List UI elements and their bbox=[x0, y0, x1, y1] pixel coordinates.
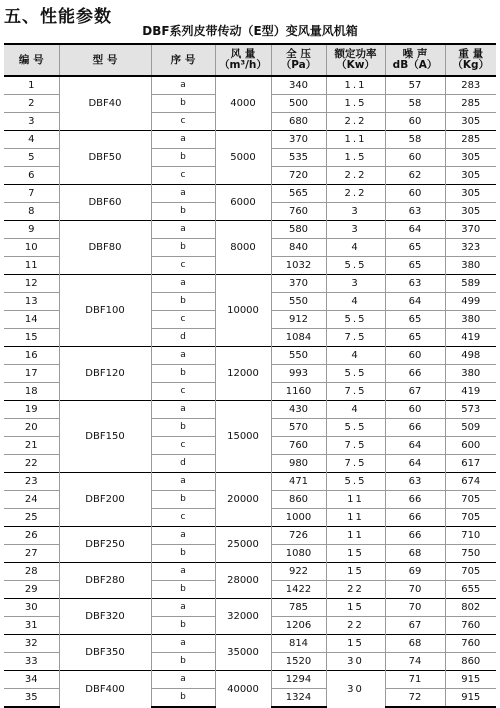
cell-seq: a bbox=[151, 671, 215, 689]
cell-air-volume: 40000 bbox=[215, 671, 271, 708]
cell-pressure: 565 bbox=[271, 185, 326, 203]
table-row bbox=[4, 563, 496, 581]
cell-pressure: 430 bbox=[271, 401, 326, 419]
cell-no: 23 bbox=[4, 473, 59, 491]
table-row bbox=[4, 635, 496, 653]
cell-power: 5.5 bbox=[326, 473, 385, 491]
cell-seq: b bbox=[151, 491, 215, 509]
cell-weight: 283 bbox=[445, 76, 496, 95]
cell-power: 7.5 bbox=[326, 455, 385, 473]
cell-model: DBF320 bbox=[59, 599, 151, 635]
table-row bbox=[4, 347, 496, 365]
cell-pressure: 1294 bbox=[271, 671, 326, 689]
cell-seq: b bbox=[151, 365, 215, 383]
cell-noise: 67 bbox=[385, 383, 445, 401]
cell-no: 8 bbox=[4, 203, 59, 221]
cell-pressure: 550 bbox=[271, 347, 326, 365]
cell-noise: 66 bbox=[385, 527, 445, 545]
cell-pressure: 471 bbox=[271, 473, 326, 491]
cell-pressure: 785 bbox=[271, 599, 326, 617]
cell-power: 30 bbox=[326, 671, 385, 708]
cell-air-volume: 32000 bbox=[215, 599, 271, 635]
cell-seq: a bbox=[151, 473, 215, 491]
cell-no: 17 bbox=[4, 365, 59, 383]
cell-no: 14 bbox=[4, 311, 59, 329]
cell-noise: 64 bbox=[385, 437, 445, 455]
cell-noise: 57 bbox=[385, 76, 445, 95]
cell-noise: 64 bbox=[385, 293, 445, 311]
cell-model: DBF400 bbox=[59, 671, 151, 708]
cell-pressure: 760 bbox=[271, 203, 326, 221]
cell-noise: 58 bbox=[385, 95, 445, 113]
cell-weight: 573 bbox=[445, 401, 496, 419]
cell-noise: 60 bbox=[385, 149, 445, 167]
header-air-volume: 风 量 （m³/h） bbox=[215, 44, 271, 76]
cell-noise: 64 bbox=[385, 455, 445, 473]
cell-pressure: 760 bbox=[271, 437, 326, 455]
cell-seq: a bbox=[151, 599, 215, 617]
cell-seq: b bbox=[151, 203, 215, 221]
cell-no: 34 bbox=[4, 671, 59, 689]
cell-no: 26 bbox=[4, 527, 59, 545]
cell-no: 27 bbox=[4, 545, 59, 563]
cell-power: 7.5 bbox=[326, 383, 385, 401]
cell-no: 18 bbox=[4, 383, 59, 401]
header-pressure: 全 压 （Pa） bbox=[271, 44, 326, 76]
cell-seq: b bbox=[151, 581, 215, 599]
cell-no: 15 bbox=[4, 329, 59, 347]
cell-no: 13 bbox=[4, 293, 59, 311]
cell-weight: 705 bbox=[445, 491, 496, 509]
cell-weight: 710 bbox=[445, 527, 496, 545]
cell-power: 15 bbox=[326, 635, 385, 653]
table-row bbox=[4, 671, 496, 689]
cell-seq: c bbox=[151, 113, 215, 131]
cell-no: 25 bbox=[4, 509, 59, 527]
cell-no: 1 bbox=[4, 76, 59, 95]
cell-noise: 63 bbox=[385, 473, 445, 491]
cell-power: 1.1 bbox=[326, 131, 385, 149]
cell-noise: 69 bbox=[385, 563, 445, 581]
cell-model: DBF50 bbox=[59, 131, 151, 185]
cell-seq: b bbox=[151, 689, 215, 708]
cell-noise: 66 bbox=[385, 419, 445, 437]
table-row bbox=[4, 221, 496, 239]
cell-power: 30 bbox=[326, 653, 385, 671]
cell-air-volume: 5000 bbox=[215, 131, 271, 185]
cell-model: DBF200 bbox=[59, 473, 151, 527]
cell-noise: 67 bbox=[385, 617, 445, 635]
cell-power: 5.5 bbox=[326, 365, 385, 383]
cell-noise: 68 bbox=[385, 545, 445, 563]
cell-power: 5.5 bbox=[326, 257, 385, 275]
header-no: 编 号 bbox=[4, 44, 59, 76]
cell-noise: 60 bbox=[385, 185, 445, 203]
cell-seq: a bbox=[151, 635, 215, 653]
cell-power: 15 bbox=[326, 545, 385, 563]
cell-weight: 305 bbox=[445, 203, 496, 221]
header-model: 型 号 bbox=[59, 44, 151, 76]
cell-pressure: 680 bbox=[271, 113, 326, 131]
cell-noise: 74 bbox=[385, 653, 445, 671]
cell-pressure: 570 bbox=[271, 419, 326, 437]
cell-pressure: 580 bbox=[271, 221, 326, 239]
cell-air-volume: 8000 bbox=[215, 221, 271, 275]
cell-pressure: 1324 bbox=[271, 689, 326, 708]
cell-weight: 655 bbox=[445, 581, 496, 599]
cell-seq: c bbox=[151, 383, 215, 401]
cell-pressure: 980 bbox=[271, 455, 326, 473]
cell-seq: a bbox=[151, 185, 215, 203]
cell-noise: 66 bbox=[385, 491, 445, 509]
cell-weight: 509 bbox=[445, 419, 496, 437]
header-noise: 噪 声 dB（A） bbox=[385, 44, 445, 76]
section-heading: 五、性能参数 bbox=[4, 7, 112, 27]
cell-seq: b bbox=[151, 239, 215, 257]
cell-seq: a bbox=[151, 131, 215, 149]
table-title: DBF系列皮带传动（E型）变风量风机箱 bbox=[142, 24, 358, 38]
cell-seq: d bbox=[151, 455, 215, 473]
cell-model: DBF280 bbox=[59, 563, 151, 599]
cell-no: 22 bbox=[4, 455, 59, 473]
cell-pressure: 1422 bbox=[271, 581, 326, 599]
cell-no: 29 bbox=[4, 581, 59, 599]
cell-pressure: 1160 bbox=[271, 383, 326, 401]
cell-weight: 380 bbox=[445, 257, 496, 275]
cell-no: 20 bbox=[4, 419, 59, 437]
cell-no: 31 bbox=[4, 617, 59, 635]
cell-seq: c bbox=[151, 311, 215, 329]
cell-no: 24 bbox=[4, 491, 59, 509]
cell-power: 4 bbox=[326, 401, 385, 419]
cell-seq: b bbox=[151, 149, 215, 167]
cell-noise: 62 bbox=[385, 167, 445, 185]
cell-pressure: 814 bbox=[271, 635, 326, 653]
cell-weight: 419 bbox=[445, 329, 496, 347]
cell-weight: 802 bbox=[445, 599, 496, 617]
cell-pressure: 370 bbox=[271, 131, 326, 149]
table-row bbox=[4, 401, 496, 419]
cell-seq: a bbox=[151, 563, 215, 581]
cell-power: 2.2 bbox=[326, 167, 385, 185]
cell-power: 2.2 bbox=[326, 113, 385, 131]
cell-noise: 66 bbox=[385, 509, 445, 527]
cell-weight: 760 bbox=[445, 617, 496, 635]
cell-seq: d bbox=[151, 329, 215, 347]
cell-pressure: 840 bbox=[271, 239, 326, 257]
cell-power: 22 bbox=[326, 617, 385, 635]
cell-no: 9 bbox=[4, 221, 59, 239]
cell-model: DBF250 bbox=[59, 527, 151, 563]
cell-no: 35 bbox=[4, 689, 59, 708]
cell-noise: 72 bbox=[385, 689, 445, 708]
cell-no: 12 bbox=[4, 275, 59, 293]
header-row bbox=[4, 44, 496, 76]
cell-weight: 285 bbox=[445, 131, 496, 149]
cell-weight: 380 bbox=[445, 365, 496, 383]
cell-weight: 674 bbox=[445, 473, 496, 491]
header-seq: 序 号 bbox=[151, 44, 215, 76]
cell-power: 4 bbox=[326, 347, 385, 365]
cell-power: 11 bbox=[326, 527, 385, 545]
cell-pressure: 1520 bbox=[271, 653, 326, 671]
cell-seq: b bbox=[151, 419, 215, 437]
cell-power: 4 bbox=[326, 239, 385, 257]
cell-no: 7 bbox=[4, 185, 59, 203]
cell-air-volume: 15000 bbox=[215, 401, 271, 473]
cell-air-volume: 4000 bbox=[215, 76, 271, 131]
cell-seq: c bbox=[151, 437, 215, 455]
cell-weight: 305 bbox=[445, 113, 496, 131]
cell-no: 32 bbox=[4, 635, 59, 653]
cell-pressure: 370 bbox=[271, 275, 326, 293]
cell-pressure: 860 bbox=[271, 491, 326, 509]
cell-pressure: 550 bbox=[271, 293, 326, 311]
cell-seq: b bbox=[151, 545, 215, 563]
cell-pressure: 1084 bbox=[271, 329, 326, 347]
cell-noise: 70 bbox=[385, 599, 445, 617]
cell-air-volume: 6000 bbox=[215, 185, 271, 221]
cell-no: 28 bbox=[4, 563, 59, 581]
table-row bbox=[4, 599, 496, 617]
cell-seq: a bbox=[151, 347, 215, 365]
cell-noise: 65 bbox=[385, 257, 445, 275]
cell-seq: a bbox=[151, 401, 215, 419]
cell-seq: c bbox=[151, 257, 215, 275]
cell-pressure: 1032 bbox=[271, 257, 326, 275]
cell-power: 7.5 bbox=[326, 437, 385, 455]
table-body bbox=[4, 76, 496, 707]
cell-no: 21 bbox=[4, 437, 59, 455]
table-row bbox=[4, 76, 496, 95]
cell-weight: 915 bbox=[445, 671, 496, 689]
cell-model: DBF100 bbox=[59, 275, 151, 347]
table-row bbox=[4, 473, 496, 491]
cell-power: 4 bbox=[326, 293, 385, 311]
cell-power: 5.5 bbox=[326, 419, 385, 437]
cell-power: 11 bbox=[326, 491, 385, 509]
cell-seq: a bbox=[151, 76, 215, 95]
cell-weight: 600 bbox=[445, 437, 496, 455]
cell-pressure: 1206 bbox=[271, 617, 326, 635]
cell-pressure: 1000 bbox=[271, 509, 326, 527]
cell-model: DBF80 bbox=[59, 221, 151, 275]
cell-noise: 66 bbox=[385, 365, 445, 383]
cell-pressure: 720 bbox=[271, 167, 326, 185]
cell-weight: 419 bbox=[445, 383, 496, 401]
cell-noise: 60 bbox=[385, 401, 445, 419]
cell-no: 2 bbox=[4, 95, 59, 113]
cell-seq: c bbox=[151, 167, 215, 185]
table-row bbox=[4, 131, 496, 149]
cell-no: 16 bbox=[4, 347, 59, 365]
cell-no: 5 bbox=[4, 149, 59, 167]
performance-table bbox=[4, 43, 496, 708]
cell-power: 1.1 bbox=[326, 76, 385, 95]
cell-noise: 65 bbox=[385, 239, 445, 257]
cell-weight: 705 bbox=[445, 509, 496, 527]
cell-model: DBF150 bbox=[59, 401, 151, 473]
cell-weight: 705 bbox=[445, 563, 496, 581]
cell-pressure: 500 bbox=[271, 95, 326, 113]
cell-noise: 65 bbox=[385, 311, 445, 329]
cell-weight: 617 bbox=[445, 455, 496, 473]
cell-pressure: 340 bbox=[271, 76, 326, 95]
cell-weight: 305 bbox=[445, 149, 496, 167]
cell-pressure: 1080 bbox=[271, 545, 326, 563]
cell-model: DBF40 bbox=[59, 76, 151, 131]
cell-air-volume: 25000 bbox=[215, 527, 271, 563]
cell-weight: 498 bbox=[445, 347, 496, 365]
cell-noise: 70 bbox=[385, 581, 445, 599]
cell-weight: 915 bbox=[445, 689, 496, 708]
cell-seq: b bbox=[151, 293, 215, 311]
cell-weight: 285 bbox=[445, 95, 496, 113]
cell-pressure: 726 bbox=[271, 527, 326, 545]
cell-pressure: 912 bbox=[271, 311, 326, 329]
cell-weight: 323 bbox=[445, 239, 496, 257]
cell-pressure: 993 bbox=[271, 365, 326, 383]
table-row bbox=[4, 275, 496, 293]
cell-noise: 63 bbox=[385, 203, 445, 221]
cell-seq: a bbox=[151, 275, 215, 293]
cell-seq: a bbox=[151, 527, 215, 545]
header-weight: 重 量 （Kg） bbox=[445, 44, 496, 76]
header-power: 额定功率 （Kw） bbox=[326, 44, 385, 76]
cell-weight: 589 bbox=[445, 275, 496, 293]
cell-weight: 499 bbox=[445, 293, 496, 311]
cell-model: DBF60 bbox=[59, 185, 151, 221]
cell-no: 6 bbox=[4, 167, 59, 185]
cell-noise: 65 bbox=[385, 329, 445, 347]
cell-no: 30 bbox=[4, 599, 59, 617]
cell-air-volume: 10000 bbox=[215, 275, 271, 347]
cell-model: DBF350 bbox=[59, 635, 151, 671]
cell-power: 1.5 bbox=[326, 149, 385, 167]
cell-weight: 760 bbox=[445, 635, 496, 653]
cell-seq: b bbox=[151, 95, 215, 113]
cell-noise: 71 bbox=[385, 671, 445, 689]
cell-noise: 60 bbox=[385, 347, 445, 365]
cell-no: 3 bbox=[4, 113, 59, 131]
cell-no: 33 bbox=[4, 653, 59, 671]
table-row bbox=[4, 185, 496, 203]
cell-power: 1.5 bbox=[326, 95, 385, 113]
cell-seq: a bbox=[151, 221, 215, 239]
cell-noise: 58 bbox=[385, 131, 445, 149]
cell-air-volume: 20000 bbox=[215, 473, 271, 527]
cell-power: 3 bbox=[326, 203, 385, 221]
cell-no: 10 bbox=[4, 239, 59, 257]
cell-seq: b bbox=[151, 653, 215, 671]
cell-noise: 64 bbox=[385, 221, 445, 239]
cell-weight: 380 bbox=[445, 311, 496, 329]
cell-noise: 63 bbox=[385, 275, 445, 293]
cell-pressure: 922 bbox=[271, 563, 326, 581]
cell-weight: 860 bbox=[445, 653, 496, 671]
cell-seq: b bbox=[151, 617, 215, 635]
cell-no: 19 bbox=[4, 401, 59, 419]
cell-power: 15 bbox=[326, 563, 385, 581]
table-row bbox=[4, 527, 496, 545]
cell-noise: 68 bbox=[385, 635, 445, 653]
cell-power: 5.5 bbox=[326, 311, 385, 329]
cell-air-volume: 35000 bbox=[215, 635, 271, 671]
cell-weight: 305 bbox=[445, 167, 496, 185]
cell-seq: c bbox=[151, 509, 215, 527]
cell-power: 22 bbox=[326, 581, 385, 599]
cell-air-volume: 12000 bbox=[215, 347, 271, 401]
cell-power: 3 bbox=[326, 221, 385, 239]
cell-model: DBF120 bbox=[59, 347, 151, 401]
cell-weight: 750 bbox=[445, 545, 496, 563]
cell-power: 15 bbox=[326, 599, 385, 617]
cell-weight: 370 bbox=[445, 221, 496, 239]
cell-weight: 305 bbox=[445, 185, 496, 203]
cell-no: 4 bbox=[4, 131, 59, 149]
cell-power: 7.5 bbox=[326, 329, 385, 347]
cell-power: 3 bbox=[326, 275, 385, 293]
cell-pressure: 535 bbox=[271, 149, 326, 167]
cell-power: 2.2 bbox=[326, 185, 385, 203]
cell-air-volume: 28000 bbox=[215, 563, 271, 599]
cell-noise: 60 bbox=[385, 113, 445, 131]
cell-no: 11 bbox=[4, 257, 59, 275]
cell-power: 11 bbox=[326, 509, 385, 527]
